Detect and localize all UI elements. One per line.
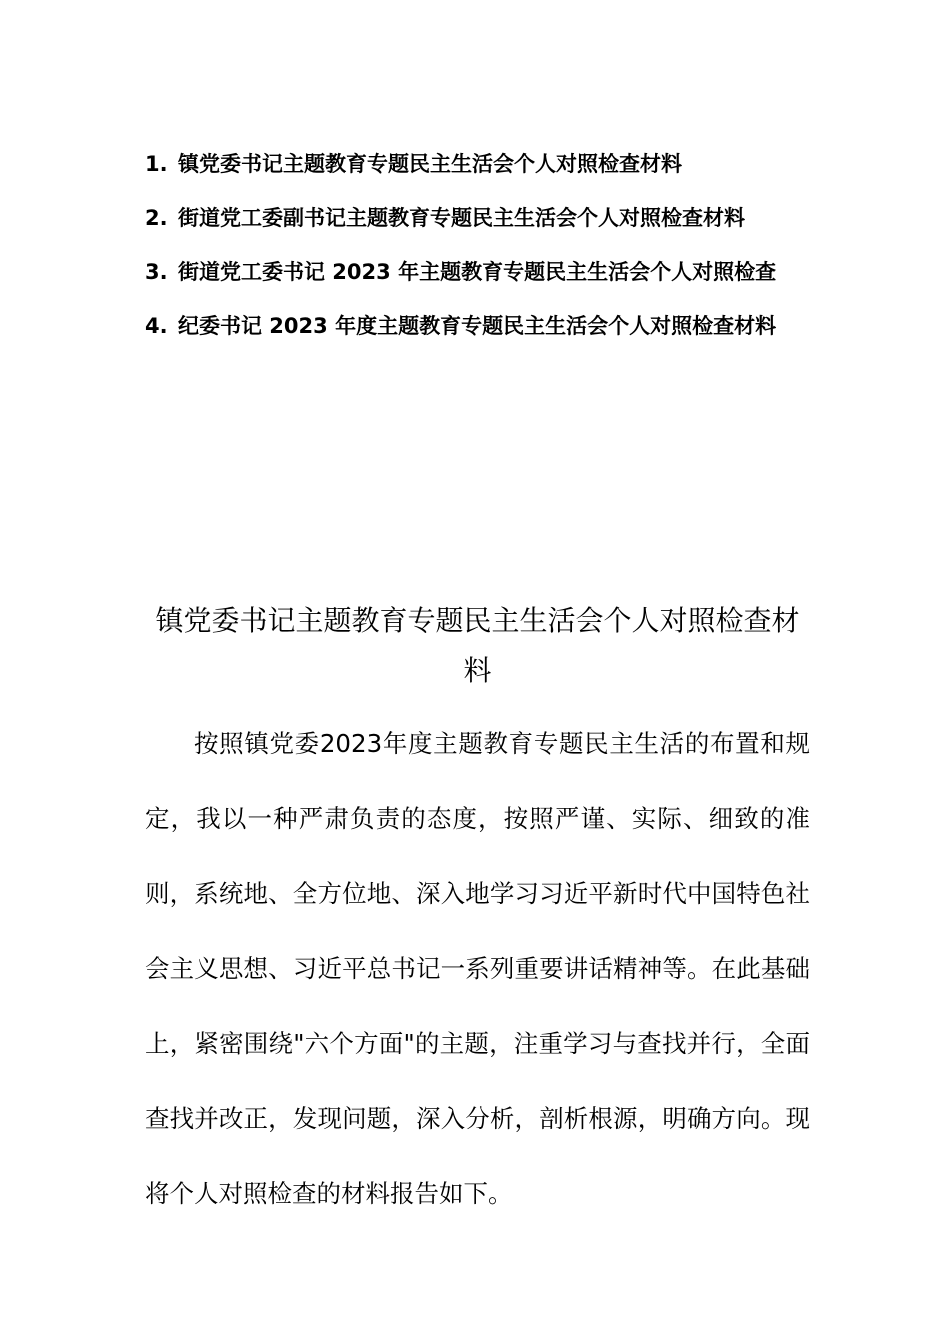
toc-item-number: 1.: [145, 152, 168, 176]
toc-item-number: 2.: [145, 206, 168, 230]
toc-item-text: 街道党工委书记 2023 年主题教育专题民主生活会个人对照检查: [178, 260, 777, 284]
document-title: 镇党委书记主题教育专题民主生活会个人对照检查材料: [155, 604, 800, 687]
toc-item-text: 纪委书记 2023 年度主题教育专题民主生活会个人对照检查材料: [178, 314, 777, 338]
table-of-contents: [145, 140, 810, 364]
toc-item-number: 4.: [145, 314, 168, 338]
toc-item-4: [145, 288, 810, 364]
toc-item-number: 3.: [145, 260, 168, 284]
toc-item-text: 街道党工委副书记主题教育专题民主生活会个人对照检查材料: [178, 206, 745, 230]
toc-item-text: 镇党委书记主题教育专题民主生活会个人对照检查材料: [178, 152, 682, 176]
body-paragraph: 按照镇党委2023年度主题教育专题民主生活的布置和规定，我以一种严肃负责的态度，按照严谨、实际、细致的准则，系统地、全方位地、深入地学习习近平新时代中国特色社会主义思想、习近平总书记一系列重要讲话精神等。在此基础上，紧密围绕"六个方面"的主题，注重学习与查找并行，全面查找并改正，发现问题，深入分析，剖析根源，明确方向。现将个人对照检查的材料报告如下。: [145, 729, 810, 1208]
